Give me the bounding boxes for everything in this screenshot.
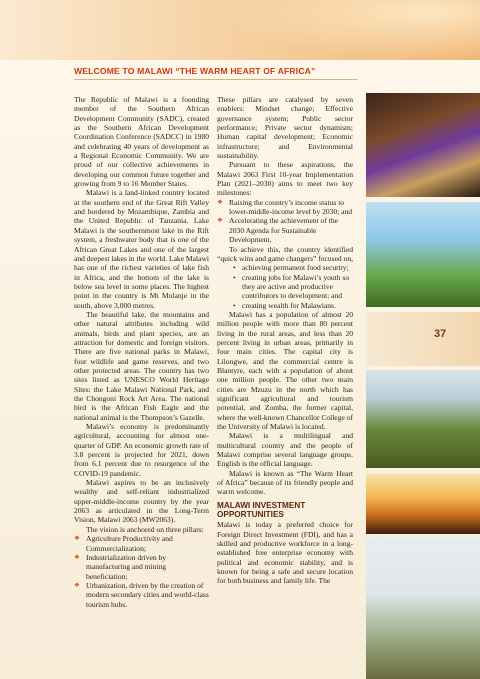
title-rule xyxy=(74,79,358,80)
header-glow xyxy=(220,0,480,60)
milestones-list xyxy=(217,198,353,245)
list-item: ❖ Raising the country’s income status to lower-middle-income level by 2030; and xyxy=(217,198,353,217)
section-subheading: MALAWI INVESTMENT OPPORTUNITIES xyxy=(217,500,306,520)
paragraph: Malawi has a population of almost 20 million people with more than 80 percent living in the rural areas, and less than 20 percent living in urban areas, primarily in four main cities. The capital city is Lilongwe, and the commercial centre is Blantyre, each with a population of about one million people. The other two main cities are Mzuzu in the north which has significant agricultural and tourism potential, and Zomba, the former capital, where the well-known Chancellor College of the University of Malawi is located. xyxy=(217,309,354,432)
page-number-band xyxy=(366,312,480,366)
middle-column xyxy=(217,95,353,586)
paragraph: To achieve this, the country identified “quick wins and game changers” focused on, xyxy=(217,244,354,263)
paragraph: Malawi is today a preferred choice for Foreign Direct Investment (FDI), and has a skilled and productive workforce in a long-established free enterprise economy with political and economic stability, and is known for being a safe and secure location for both business and family life. The xyxy=(217,520,353,586)
paragraph: Malawi is a multilingual and multicultural country and the people of Malawi comprise several language groups. English is the official language. xyxy=(217,431,353,469)
page-title: WELCOME TO MALAWI “THE WARM HEART OF AFRICA” xyxy=(74,66,316,76)
page-number: 37 xyxy=(434,328,447,340)
quick-wins-list xyxy=(217,263,353,310)
list-item: ❖ Urbanization, driven by the creation of modern secondary cities and world-class tourism hubs. xyxy=(74,581,209,609)
sunset-lake-photo xyxy=(366,474,480,534)
paragraph: Malawi is a land-linked country located at the southern end of the Great Rift Valley and bordered by Mozambique, Zambia and the United Republic of Tanzania. Lake Malawi is the southernmost lake in the Rift system, a freshwater body that is one of the African Great Lakes and one of the largest and deepest lakes in the world. Lake Malawi has one of the richest varieties of lake fish in Africa, and the bottom of the lake is below sea level in some places. The highest point in the country is Mt Mulanje in the south, above 3,000 metres. xyxy=(74,188,209,310)
girl-with-basket-photo xyxy=(366,202,480,307)
paragraph: Malawi’s economy is predominantly agricultural, accounting for almost one-quarter of GDP. An economic growth rate of 3.8 percent is projected for 2021, down from 6.1 percent due to resurgence of the COVID-19 pandemic. xyxy=(74,422,209,478)
list-item: ❖ Agriculture Productivity and Commercialization; xyxy=(74,534,209,553)
paragraph: The Republic of Malawi is a founding member of the Southern African Development Community (SADC), created as the Southern African Development Coordination Conference (SADCC) in 1980 and celebrating 40 years of development as a Regional Economic Community. We are proud of our collective achievements in developing our common future together and growing from 9 to 16 Member States. xyxy=(74,95,209,189)
dancers-photo xyxy=(366,370,480,468)
list-item: • achieving permanent food security; xyxy=(217,263,353,272)
storage-tank-photo xyxy=(366,537,480,679)
paragraph: Malawi is known as “The Warm Heart of Africa” because of its friendly people and warm welcome. xyxy=(217,468,353,497)
left-column xyxy=(74,95,209,609)
list-item: ❖ Industrialization driven by manufacturing and mining beneficiation; xyxy=(74,553,209,581)
list-item: • creating wealth for Malawians. xyxy=(217,301,353,310)
paragraph: These pillars are catalysed by seven enablers: Mindset change; Effective governance system; Public sector performance; Private sector dynamism; Human capital development; Economic infrastructure; and Environmental sustainability. xyxy=(217,95,353,161)
list-item: ❖ Accelerating the achievement of the 2030 Agenda for Sustainable Development. xyxy=(217,216,353,244)
paragraph: The vision is anchored on three pillars: xyxy=(86,524,204,534)
paragraph: The beautiful lake, the mountains and other natural attributes including wild animals, birds and plant species, are an attraction for domestic and foreign visitors. There are five national parks in Malawi, four wildlife and game reserves, and two other protected areas. The country has two sites listed as UNESCO World Heritage Sites: the Lake Malawi National Park, and the Chongoni Rock Art Area. The national bird is the African Fish Eagle and the national animal is the Thompson’s Gazelle. xyxy=(74,309,209,422)
list-item: • creating jobs for Malawi’s youth so they are active and productive contributors to development; and xyxy=(217,273,353,301)
paragraph: Malawi aspires to be an inclusively wealthy and self-reliant industrialized upper-middle-income country by the year 2063 as articulated in the Long-Term Vision, Malawi 2063 (MW2063). xyxy=(74,478,209,525)
children-photo xyxy=(366,93,480,197)
pillars-list xyxy=(74,534,209,609)
paragraph: Pursuant to these aspirations, the Malawi 2063 First 10-year Implementation Plan (2021–2030) aims to meet two key milestones: xyxy=(217,160,353,198)
